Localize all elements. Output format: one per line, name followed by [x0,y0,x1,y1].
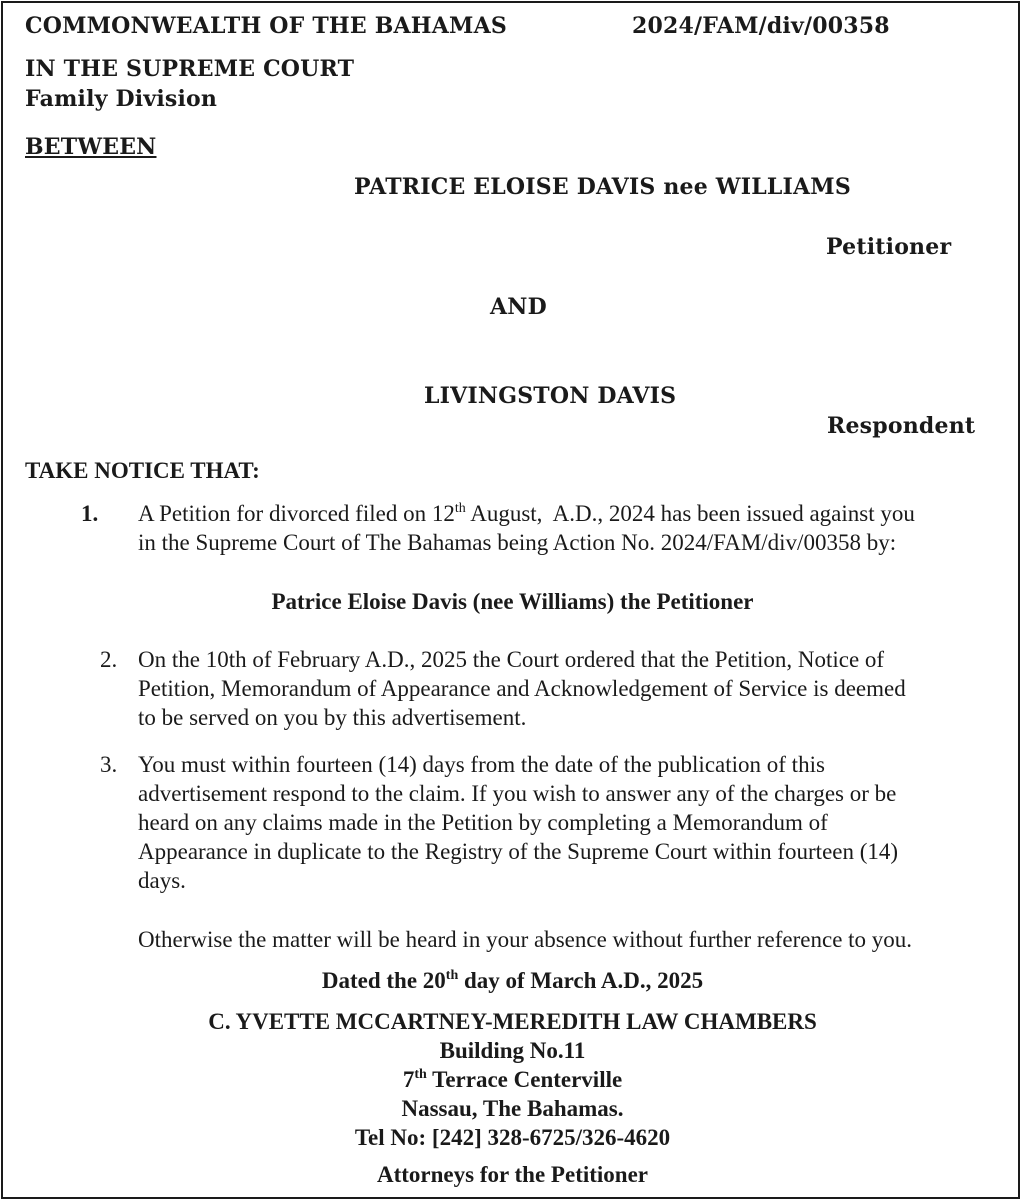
respondent-name: LIVINGSTON DAVIS [424,383,677,409]
law-firm-name: C. YVETTE MCCARTNEY-MEREDITH LAW CHAMBERS [208,1009,817,1034]
respondent-label: Respondent [827,413,976,439]
item-2-line: On the 10th of February A.D., 2025 the Court ordered that the Petition, Notice of [138,647,885,672]
attorneys-label: Attorneys for the Petitioner [376,1162,648,1187]
court-heading: IN THE SUPREME COURT [25,56,355,82]
item-1-number: 1. [81,501,99,526]
firm-telephone: Tel No: [242] 328-6725/326-4620 [354,1125,671,1150]
firm-building: Building No.11 [439,1038,586,1063]
item-1-line-2: in the Supreme Court of The Bahamas being Action No. 2024/FAM/div/00358 by: [138,530,897,555]
item-3-line: Appearance in duplicate to the Registry of the Supreme Court within fourteen (14) [138,839,899,864]
petitioner-name: PATRICE ELOISE DAVIS nee WILLIAMS [354,174,851,200]
action-number: 2024/FAM/div/00358 [632,13,890,39]
item-3-line: advertisement respond to the claim. If you wish to answer any of the charges or be [138,781,897,806]
and-label: AND [490,294,547,320]
item-2-line: Petition, Memorandum of Appearance and Acknowledgement of Service is deemed [138,676,906,701]
otherwise-statement: Otherwise the matter will be heard in your absence without further reference to you. [138,927,913,952]
take-notice-heading: TAKE NOTICE THAT: [25,458,260,483]
petitioner-label: Petitioner [826,234,952,260]
petitioner-statement: Patrice Eloise Davis (nee Williams) the Petitioner [271,589,754,614]
item-2-line: to be served on you by this advertisement. [138,705,527,730]
jurisdiction-heading: COMMONWEALTH OF THE BAHAMAS [25,13,507,39]
item-3-line: You must within fourteen (14) days from the date of the publication of this [138,752,825,777]
between-label: BETWEEN [25,134,157,160]
division-heading: Family Division [25,86,218,112]
item-3-number: 3. [100,752,118,777]
item-3-line: heard on any claims made in the Petition by completing a Memorandum of [138,810,828,835]
item-2-number: 2. [100,647,118,672]
item-1-line-1: A Petition for divorced filed on 12th August, A.D., 2024 has been issued against you [138,501,915,526]
legal-notice-page [1,1,1020,1199]
dated-line: Dated the 20th day of March A.D., 2025 [321,968,704,993]
firm-city: Nassau, The Bahamas. [401,1096,624,1121]
item-3-line: days. [138,868,186,893]
firm-street: 7th Terrace Centerville [402,1067,623,1092]
